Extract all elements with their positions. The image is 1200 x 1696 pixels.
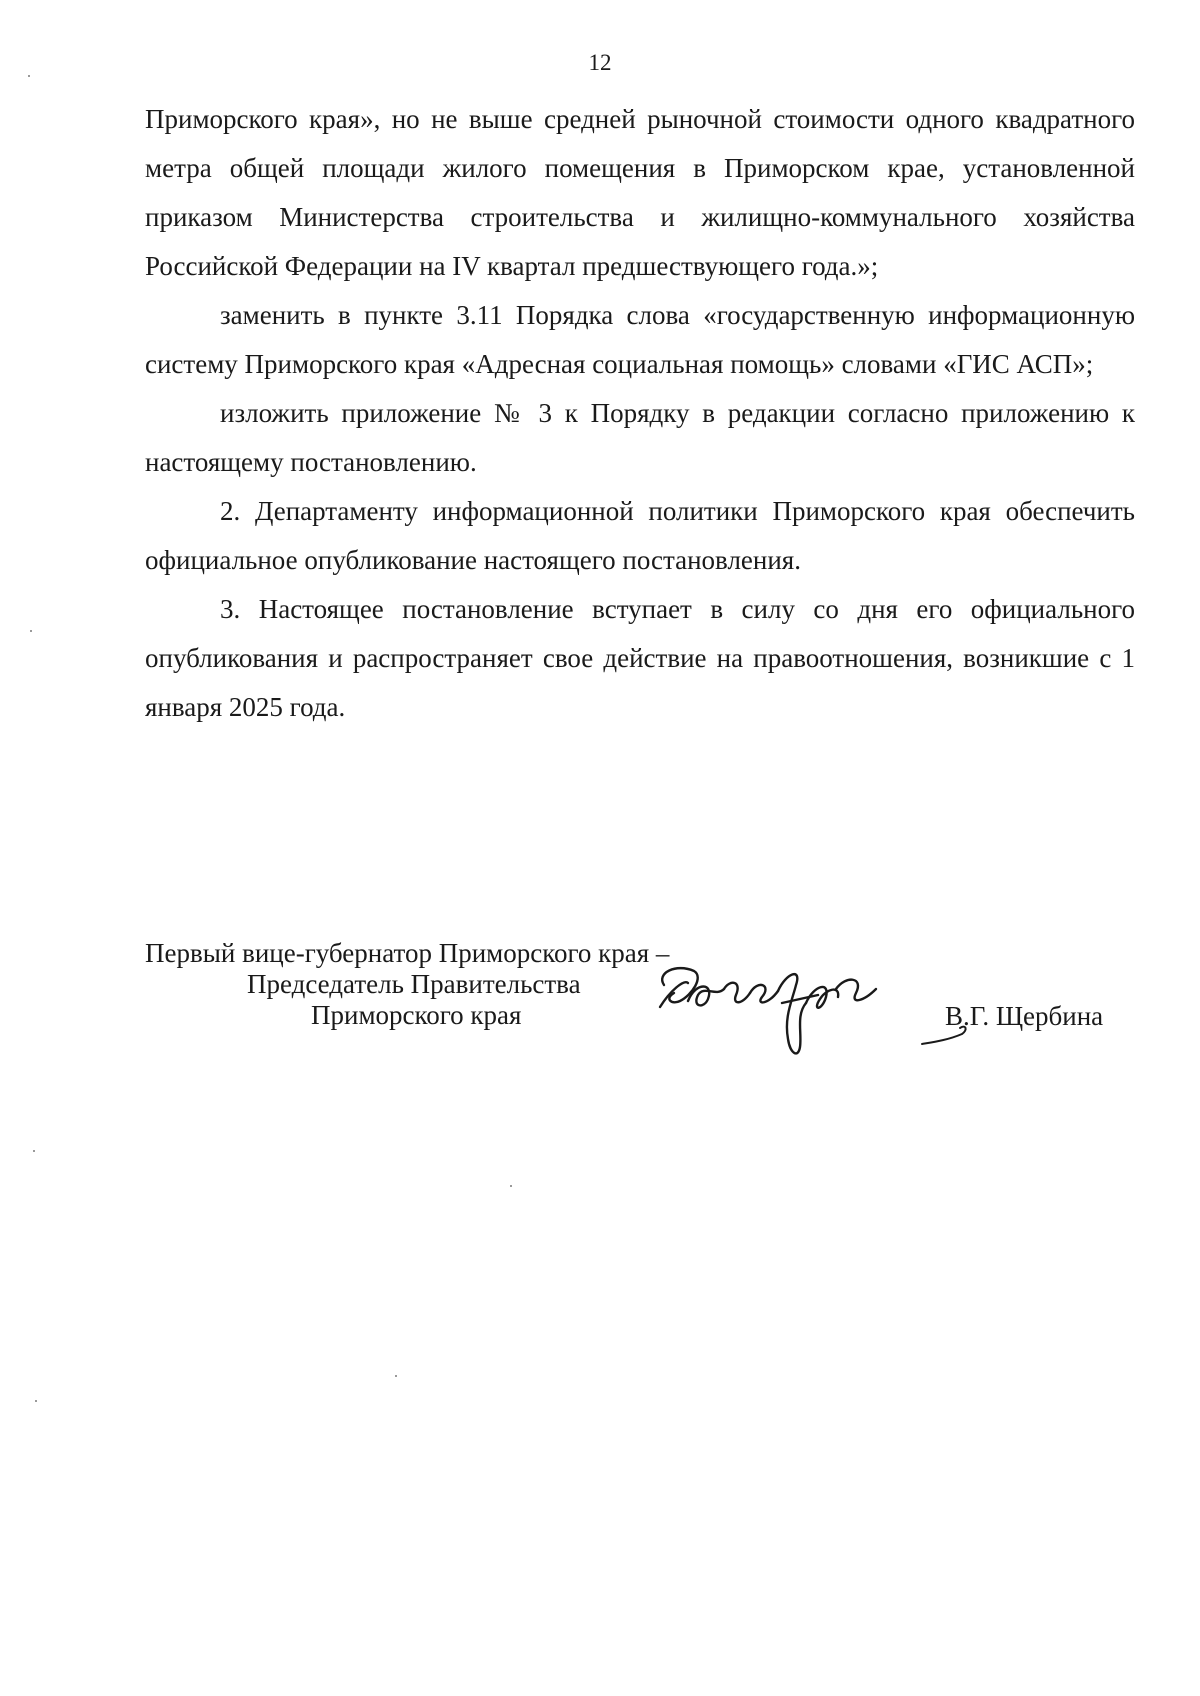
paragraph-item-3: 3. Настоящее постановление вступает в силу со дня его официального опубликования и распространяет свое действие на правоотношения, возникшие с 1 января 2025 года. bbox=[145, 594, 1135, 722]
signatory-title-line-1: Первый вице-губернатор Приморского края – bbox=[145, 938, 670, 968]
handwritten-signature bbox=[650, 955, 895, 1070]
paragraph-amendment-3-11: заменить в пункте 3.11 Порядка слова «государственную информационную систему Приморского края «Адресная социальная помощь» словами «ГИС АСП»; bbox=[145, 300, 1135, 379]
signatory-title-line-2: Председатель Правительства bbox=[247, 969, 581, 999]
signatory-title-line-3: Приморского края bbox=[311, 1000, 522, 1030]
paragraph-appendix-3: изложить приложение № 3 к Порядку в редакции согласно приложению к настоящему постановлению. bbox=[145, 398, 1135, 477]
scan-speck bbox=[33, 1150, 35, 1152]
scan-speck bbox=[35, 1400, 37, 1402]
scan-speck bbox=[510, 1185, 512, 1187]
paragraph-continuation: Приморского края», но не выше средней рыночной стоимости одного квадратного метра общей площади жилого помещения в Приморском крае, установленной приказом Министерства строительства и жилищно-коммунального хозяйства Российской Федерации на IV квартал предшествующего года.»; bbox=[145, 104, 1135, 281]
scan-speck bbox=[28, 75, 30, 77]
scan-speck bbox=[395, 1375, 397, 1377]
document-body bbox=[145, 95, 1135, 732]
signer-name: В.Г. Щербина bbox=[945, 1001, 1104, 1031]
paragraph-item-2: 2. Департаменту информационной политики Приморского края обеспечить официальное опубликование настоящего постановления. bbox=[145, 496, 1135, 575]
scan-speck bbox=[30, 630, 32, 632]
page-number: 12 bbox=[588, 50, 612, 75]
signatory-title bbox=[145, 938, 669, 1031]
